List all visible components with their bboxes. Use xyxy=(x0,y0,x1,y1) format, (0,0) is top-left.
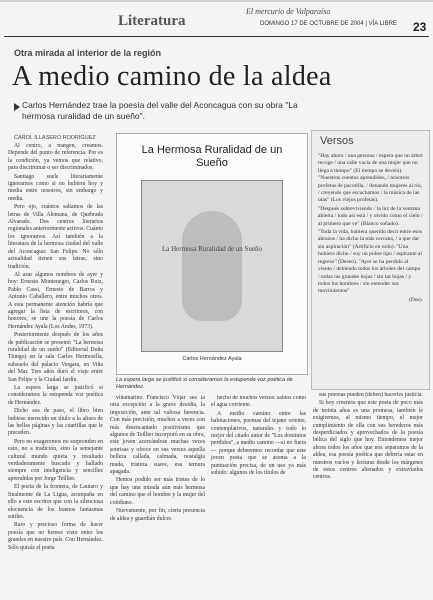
article-kicker: Otra mirada al interior de la región xyxy=(14,48,162,58)
article-headline: A medio camino de la aldea xyxy=(12,61,332,92)
verses-sidebar xyxy=(311,130,430,390)
handwritten-note: El mercurio de Valparaíso xyxy=(246,7,331,16)
cover-title: La Hermosa Ruralidad de un Sueño xyxy=(161,245,263,253)
paragraph: A medio camino entre las habitaciones, poemas del tejano oriente, contemplativos, naturales y todo lo mejor del citado autor de "Los dominios perdidos", a medio camino —si no fuera— porque deberemos recordar que este joven poeta que se asoma a la puntuación precisa, de un uso ya más subido: algunos de los títulos de xyxy=(211,410,306,477)
book-photo xyxy=(116,133,308,375)
top-rule xyxy=(0,0,433,2)
verse-paragraph: "Hay ahora / una persona / espera que un árbol recoge / una calle vacía de una mujer que no llega a tiempo" (El tiempo se devela). "Nuestros cuentos aprendidos, / nosotros profetas de pacotilla, / llenando mujeres al río, / creyendo que escuchamos / la música de las olas" (Los viejos profetas). xyxy=(318,153,423,204)
header-divider xyxy=(4,36,429,37)
paragraph: Pero no exageremos no sorprenden en esto, no a tradición, sino la semejante cultural mundo quieta y resultado verdaderamente buscado y hallado siempre con inteligencia y sencillez aprendidas por Jorge Teillier. xyxy=(8,438,103,482)
paragraph: La espera larga se justificó si consideramos la estupenda voz poética de Hernández. xyxy=(8,385,103,406)
paragraph: Posteriormente después de los años de publicación se presentó "La hermosa ruralidad de un sueño" (Editorial Doña Tiungo) en la sala Carlos Hermosilla, subsuelo del palacio Vergara, en Viña del Mar. Tres años duró el viaje entre San Felipe y la Ciudad Jardín. xyxy=(8,332,103,383)
paragraph: El poeta de la frontera, de Lautaro y finalmente de La Ligua, acompaña en ello a este escritor que con la silenciosa elocuencia de los buenos fantasmas sutiles. xyxy=(8,484,103,520)
photo-caption: La espera larga se justificó si consideramos la estupenda voz poética de Hernández. xyxy=(116,377,293,390)
book-author: Carlos Hernández Ayala xyxy=(182,356,242,362)
verse-paragraph: "Después sobreviviendo / la luz de la ventana abierta / todo así está / y olvido como el cielo / al primero que ve" (Blanco soñado). xyxy=(318,205,423,227)
paragraph: Nuevamente, por fin, cierta presencia de aldea y guardián dulces xyxy=(110,508,205,522)
article-lead: Carlos Hernández trae la poesía del valle del Aconcagua con su obra "La hermosa ruralidad de un sueño". xyxy=(22,100,298,121)
sidebar-body xyxy=(318,153,423,383)
article-column-4 xyxy=(313,392,423,595)
paragraph: hecho de muchos versos: sabios como el agua corriente. xyxy=(211,395,306,409)
sidebar-title: Versos xyxy=(320,135,354,147)
paragraph: Santiago suele literariamente ignorarnos como si no hubiera hoy y media entre nosotros, sin embargo y media. xyxy=(8,173,103,202)
article-column-2 xyxy=(110,395,205,595)
page-number: 23 xyxy=(413,20,427,34)
paragraph: Al centro, a margen, creamos. Depende del punto de referencia. Por es la condición, ya vemos que relativo, para discriminar o ser discriminados. xyxy=(8,143,103,172)
verse-paragraph: "Toda la vida, hubiera querido decir entre esos abrazos / ha dicho la más cercana, / a que dar sin aspiración" (Artificio en todo). "Una hubiera dicho / soy un pobre tipo / aspirante al regreso" (Deseo). "Ayer se ha perdido al viento / debiendo todos los árboles del campo / todas las grandes hojas / sin las hojas / y todos los hombres / sin entender sus movimientos" xyxy=(318,229,423,295)
sidebar-source: (Dos). xyxy=(408,296,423,303)
paragraph: viñamarino Francisco Véjar sea la otra excepción a la grave desidia, la imposición, ante tal valiosa herencia. Con más precisión, muchos a veces con más desencantado positivismo que algunos de Teillier incorporó en su obra, este joven acercándose muchas veces sonrisas y ofrece en sus versos aquella belleza callada, calmada, nostalgia muda, tristeza suave, esa ternura apagada. xyxy=(110,395,205,476)
paragraph: Si hoy creemos que este poeta de poco más de treinta años es una promesa, también le exigiremos, al mismo tiempo, el mejor cumplimiento de ella con sus herederos más desperdiciados y aprovechados de la poesía bélica del siglo que hoy. Entendemos mejor ahora todos los años que nos separamos de la aldea, esa poesía poética que debería estar en nuestros vacíos y lecturas desde los márgenes de estos centros alienados y extraviados centros. xyxy=(313,400,423,481)
paragraph: Hemos podido ser más tristes de lo que hay una mirada aún más hermosa del camino que el hombre y la mujer del cotidiano. xyxy=(110,477,205,506)
article-byline: CAROL ILLASERO RODRÍGUEZ xyxy=(14,135,96,141)
article-column-3 xyxy=(211,395,306,595)
paragraph: sus poemas pueden (deben) hacerles justicia. xyxy=(319,392,423,398)
section-title: Literatura xyxy=(118,13,186,29)
paragraph: Dicho sea de paso, el libro bien hubiese merecido un título a la altura de las bellas páginas y las cuartillas que le preceden. xyxy=(8,408,103,437)
book-cover xyxy=(141,180,283,352)
paragraph: Pero ojo, cuántos saltamos de las letras de Villa Alemana, de Quebrada Alvarado. Dos centros literarios regionales anteriormente activos. Cuánto los ignoramos. Así también a la literatura de la hermosa ciudad del valle del Aconcagua: San Felipe. No sólo actualidad tienen sus letras, sino tradición. xyxy=(8,204,103,270)
cover-illustration xyxy=(182,211,242,321)
article-column-1 xyxy=(8,143,103,593)
paragraph: Raro y precioso forma de hacer poesía que no hemos visto entre los grandes en nuestro país. Con Hernández. Sólo quizás el poeta xyxy=(8,522,103,551)
date-line: DOMINGO 17 DE OCTUBRE DE 2004 | VÍA LIBRE xyxy=(260,21,397,27)
arrow-right-icon xyxy=(14,103,20,111)
paragraph: Al azar algunos nombres de ayer y hoy: Ernesto Montenegro, Carlos Ruiz, Pablo Cassi, Ernesto de Barros y Antonio Caballero, entre muchos otros. A esta permanente atención habría que agregar la lista de escritores, con honores, se une la poesía de Carlos Hernández Ayala (Los Andes, 1973). xyxy=(8,271,103,330)
book-title: La Hermosa Ruralidad de un Sueño xyxy=(141,144,283,169)
